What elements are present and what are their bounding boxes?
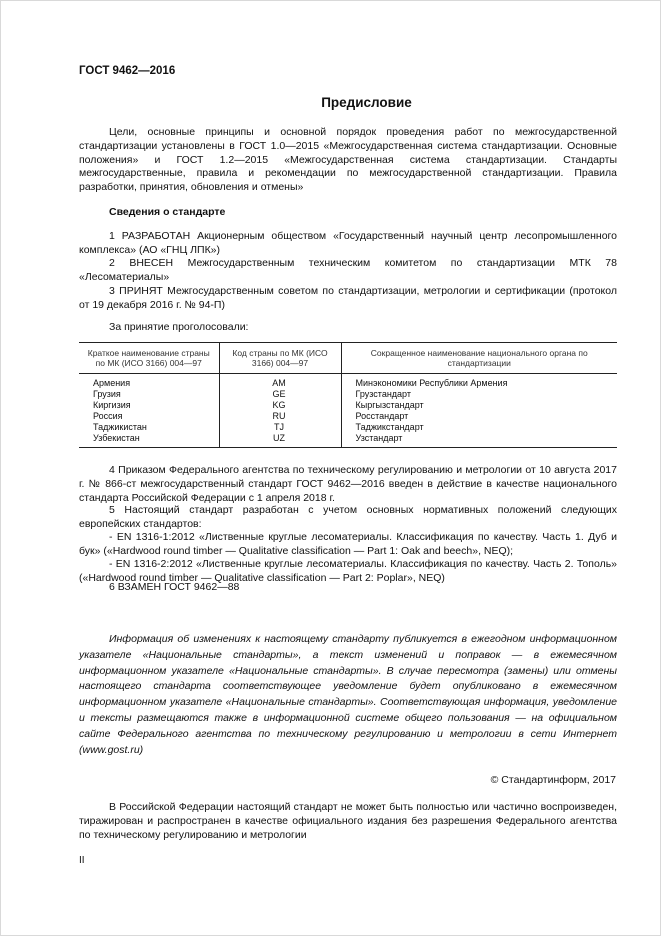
country-cell: Армения xyxy=(93,378,131,388)
authority-cell: Кыргызстандарт xyxy=(341,400,617,411)
table-row xyxy=(79,422,617,433)
authority-cell: Таджикстандарт xyxy=(341,422,617,433)
copyright-notice: © Стандартинформ, 2017 xyxy=(490,774,616,786)
code-cell: GE xyxy=(219,389,341,400)
table-row xyxy=(79,400,617,411)
voting-states-table xyxy=(79,342,617,448)
table-row xyxy=(79,374,617,390)
item-5-developed-with: 5 Настоящий стандарт разработан с учетом основных нормативных положений следующих европейских стандартов: xyxy=(79,504,617,530)
country-cell: Узбекистан xyxy=(79,433,219,448)
intro-paragraph: Цели, основные принципы и основной порядок проведения работ по межгосударственной стандартизации установлены в ГОСТ 1.0—2015 «Межгосударственная система стандартизации. Основные положения» и ГОСТ 1.2—2015 «Межгосударственная система стандартизации. Стандарты межгосударственные, правила и рекомендации по межгосударственной стандартизации. Правила разработки, принятия, обновления и отмены» xyxy=(79,126,617,194)
document-id-header: ГОСТ 9462—2016 xyxy=(79,65,176,77)
code-cell: KG xyxy=(219,400,341,411)
table-row xyxy=(79,389,617,400)
code-cell: RU xyxy=(219,411,341,422)
table-row xyxy=(79,433,617,448)
reproduction-rights-paragraph: В Российской Федерации настоящий стандарт не может быть полностью или частично воспроизведен, тиражирован и распространен в качестве официального издания без разрешения Федерального агентства по техническому регулированию и метрологии xyxy=(79,801,617,841)
table-row xyxy=(79,411,617,422)
item-6-replaces: 6 ВЗАМЕН ГОСТ 9462—88 xyxy=(109,581,240,593)
code-cell: TJ xyxy=(219,422,341,433)
authority-cell: Росстандарт xyxy=(341,411,617,422)
page-title: Предисловие xyxy=(321,95,412,110)
country-cell: Грузия xyxy=(93,389,121,399)
voted-label: За принятие проголосовали: xyxy=(109,321,249,333)
item-1-developed: 1 РАЗРАБОТАН Акционерным обществом «Государственный научный центр лесопромышленного комплекса» (АО «ГНЦ ЛПК») xyxy=(79,230,617,256)
page-number: II xyxy=(79,855,85,866)
about-standard-heading: Сведения о стандарте xyxy=(109,206,226,218)
en-1316-2-reference: - EN 1316-2:2012 «Лиственные круглые лесоматериалы. Классификация по качеству. Часть 2. Тополь» («Hardwood round timber — Qualitative classification — Part 2: Poplar», NEQ) xyxy=(79,558,617,584)
country-cell: Россия xyxy=(93,411,123,421)
authority-cell: Минэкономики Республики Армения xyxy=(341,374,617,390)
code-cell: AM xyxy=(219,374,341,390)
country-cell: Киргизия xyxy=(93,400,131,410)
item-3-adopted: 3 ПРИНЯТ Межгосударственным советом по стандартизации, метрологии и сертификации (протокол от 19 декабря 2016 г. № 94-П) xyxy=(79,285,617,311)
en-1316-1-reference: - EN 1316-1:2012 «Лиственные круглые лесоматериалы. Классификация по качеству. Часть 1. Дуб и бук» («Hardwood round timber — Qualitative classification — Part 1: Oak and beech», NEQ); xyxy=(79,531,617,557)
column-header-authority: Сокращенное наименование национального органа по стандартизации xyxy=(341,343,617,374)
table-header-row xyxy=(79,343,617,374)
changes-info-paragraph: Информация об изменениях к настоящему стандарту публикуется в ежегодном информационном указателе «Национальные стандарты», а текст изменений и поправок — в ежемесячном информационном указателе «Национальные стандарты». В случае пересмотра (замены) или отмены настоящего стандарта соответствующее уведомление будет опубликовано в ежемесячном информационном указателе «Национальные стандарты». Соответствующая информация, уведомление и тексты размещаются также в информационной системе общего пользования — на официальном сайте Федерального агентства по техническому регулированию и метрологии в сети Интернет (www.gost.ru) xyxy=(79,633,617,756)
item-2-introduced: 2 ВНЕСЕН Межгосударственным техническим комитетом по стандартизации МТК 78 «Лесоматериалы» xyxy=(79,257,617,283)
country-cell: Таджикистан xyxy=(93,422,147,432)
item-4-order: 4 Приказом Федерального агентства по техническому регулированию и метрологии от 10 августа 2017 г. № 866-ст межгосударственный стандарт ГОСТ 9462—2016 введен в действие в качестве национального стандарта Российской Федерации с 1 апреля 2018 г. xyxy=(79,464,617,504)
authority-cell: Грузстандарт xyxy=(341,389,617,400)
authority-cell: Узстандарт xyxy=(341,433,617,448)
column-header-country: Краткое наименование страны по МК (ИСО 3166) 004—97 xyxy=(79,343,219,374)
code-cell: UZ xyxy=(219,433,341,448)
column-header-code: Код страны по МК (ИСО 3166) 004—97 xyxy=(219,343,341,374)
